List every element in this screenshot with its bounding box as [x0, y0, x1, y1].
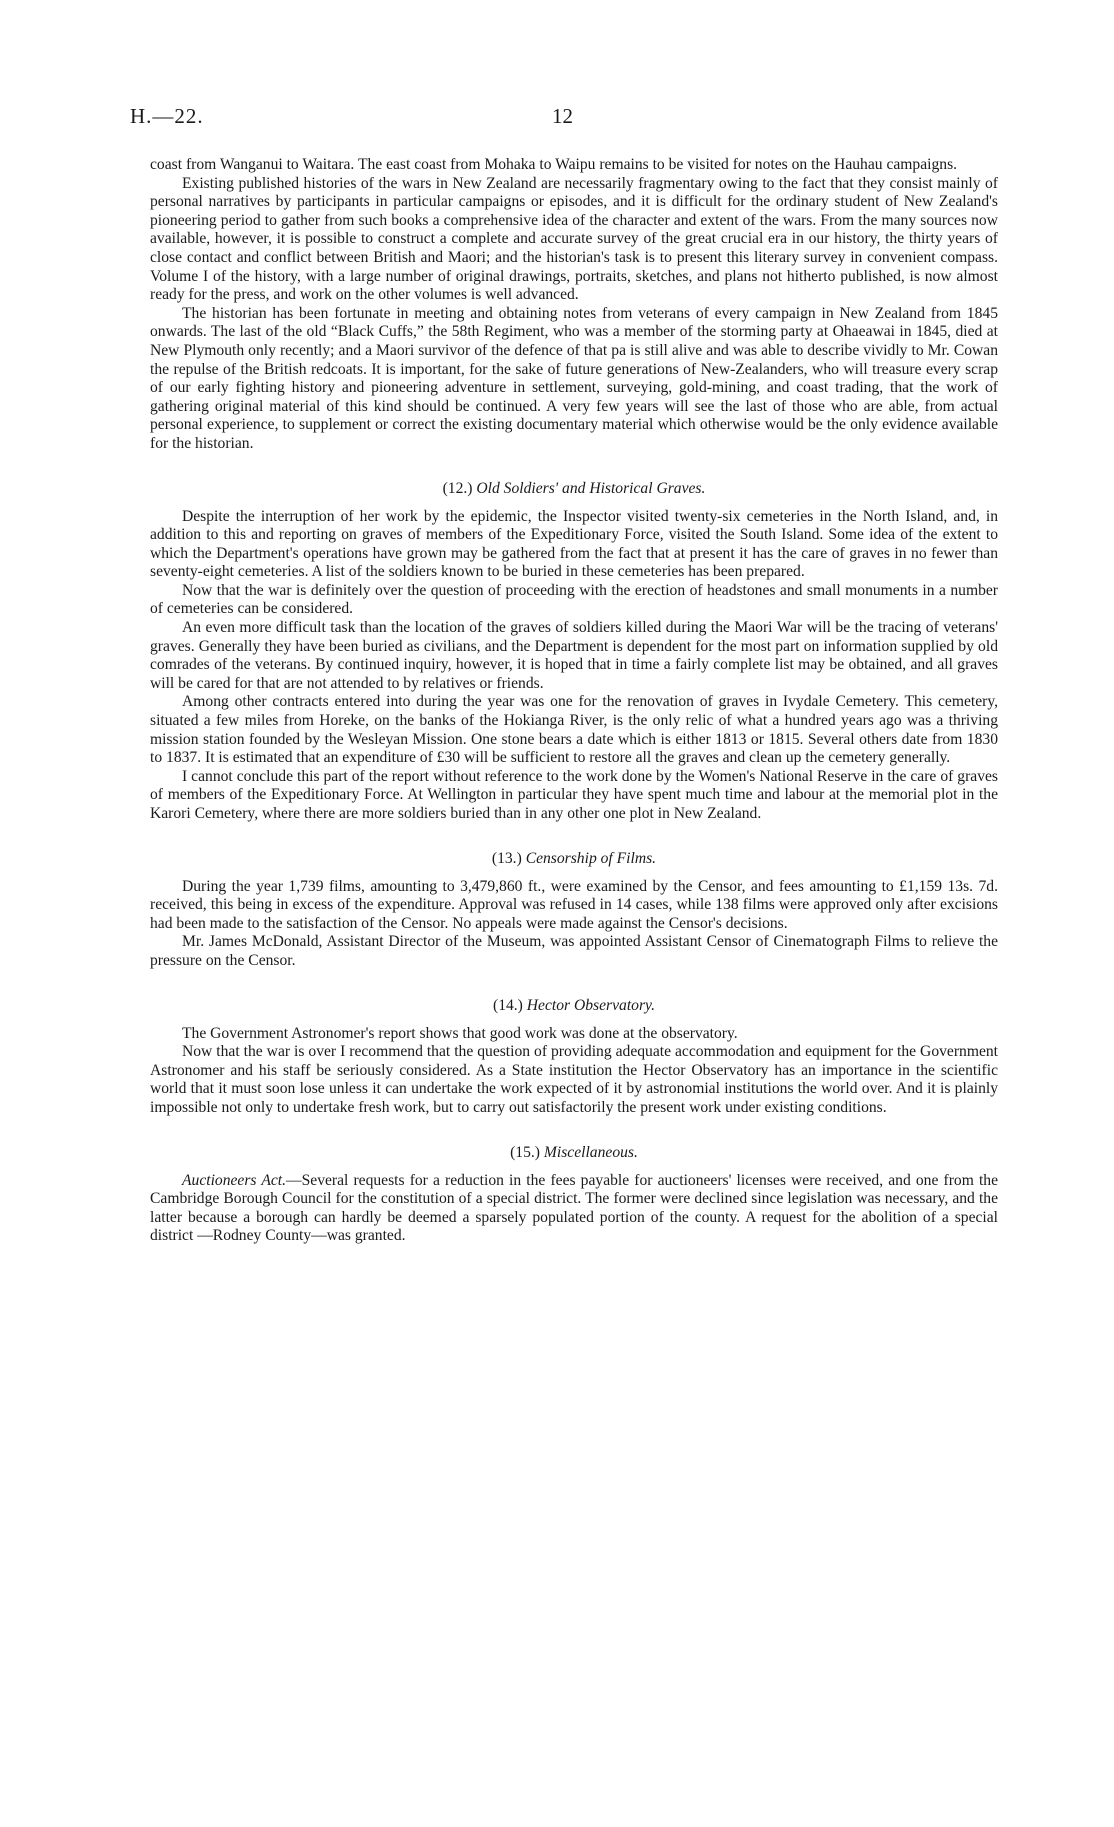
paragraph: I cannot conclude this part of the report without reference to the work done by the Women's National Reserve in the care of graves of members of the Expeditionary Force. At Wellington in particular they have spent much time and labour at the memorial plot in the Karori Cemetery, where there are more soldiers buried than in any other one plot in New Zealand.	[150, 767, 998, 822]
section-heading	[150, 997, 998, 1015]
section-number: (15.)	[510, 1143, 540, 1161]
section-heading	[150, 850, 998, 868]
section-heading	[150, 1144, 998, 1162]
paragraph: Existing published histories of the wars in New Zealand are necessarily fragmentary owing to the fact that they consist mainly of personal narratives by participants in particular campaigns or episodes, and it is difficult for the ordinary student of New Zealand's pioneering period to gather from such books a comprehensive idea of the character and extent of the wars. From the many sources now available, however, it is possible to construct a complete and accurate survey of the great crucial era in our history, the thirty years of close contact and conflict between British and Maori; and the historian's task is to present this literary survey in convenient compass. Volume I of the history, with a large number of original drawings, portraits, sketches, and plans not hitherto published, is now almost ready for the press, and work on the other volumes is well advanced.	[150, 174, 998, 304]
paragraph: The historian has been fortunate in meeting and obtaining notes from veterans of every campaign in New Zealand from 1845 onwards. The last of the old “Black Cuffs,” the 58th Regiment, who was a member of the storming party at Ohaeawai in 1845, died at New Plymouth only recently; and a Maori survivor of the defence of that pa is still alive and was able to describe vividly to Mr. Cowan the repulse of the British redcoats. It is important, for the sake of future generations of New-Zealanders, who will treasure every scrap of our early fighting history and pioneering adventure in settlement, surveying, gold-mining, and coast trading, that the work of gathering original material of this kind should be continued. A very few years will see the last of those who are able, from actual personal experience, to supplement or correct the existing documentary material which otherwise would be the only evidence available for the historian.	[150, 304, 998, 452]
paragraph: Mr. James McDonald, Assistant Director of the Museum, was appointed Assistant Censor of Cinematograph Films to relieve the pressure on the Censor.	[150, 933, 998, 969]
document-code: H.—22.	[130, 104, 204, 128]
paragraph: An even more difficult task than the location of the graves of soldiers killed during the Maori War will be the tracing of veterans' graves. Generally they have been buried as civilians, and the Department is dependent for the most part on information supplied by old comrades of the veterans. By continued inquiry, however, it is hoped that in time a fairly complete list may be obtained, and all graves will be cared for that are not attended to by relatives or friends.	[150, 619, 998, 692]
section-title: Old Soldiers' and Historical Graves.	[476, 479, 706, 497]
page-header	[130, 104, 990, 134]
report-body	[150, 156, 998, 1246]
section-number: (13.)	[491, 849, 522, 867]
paragraph-text: —Several requests for a reduction in the fees payable for auctioneers' licenses were received, and one from the Cambridge Borough Council for the constitution of a special district. The former were declined since legislation was necessary, and the latter because a borough can hardly be deemed a sparsely populated portion of the county. A request for the abolition of a special district —Rodney County—was granted.	[150, 1171, 998, 1245]
section-title: Hector Observatory.	[526, 996, 655, 1014]
page-number: 12	[552, 104, 573, 128]
section-number: (12.)	[442, 479, 473, 497]
section-heading	[150, 480, 998, 498]
paragraph: Among other contracts entered into during the year was one for the renovation of graves in Ivydale Cemetery. This cemetery, situated a few miles from Horeke, on the banks of the Hokianga River, is the only relic of what a hundred years ago was a thriving mission station founded by the Wesleyan Mission. One stone bears a date which is either 1813 or 1815. Several others date from 1830 to 1837. It is estimated that an expenditure of £30 will be sufficient to restore all the graves and clean up the cemetery generally.	[150, 693, 998, 767]
paragraph: Despite the interruption of her work by the epidemic, the Inspector visited twenty-six cemeteries in the North Island, and, in addition to this and reporting on graves of members of the Expeditionary Force, visited the South Island. Some idea of the extent to which the Department's operations have grown may be gathered from the fact that at present it has the care of graves in no fewer than seventy-eight cemeteries. A list of the soldiers known to be buried in these cemeteries has been prepared.	[150, 507, 998, 581]
paragraph: Now that the war is over I recommend that the question of providing adequate accommodation and equipment for the Government Astronomer and his staff be seriously considered. As a State institution the Hector Observatory has an importance in the scientific world that it must soon lose unless it can undertake the work expected of it by astronomial institutions the world over. And it is plainly impossible not only to undertake fresh work, but to carry out satisfactorily the present work under existing conditions.	[150, 1043, 998, 1116]
paragraph	[150, 1172, 998, 1246]
paragraph: Now that the war is definitely over the question of proceeding with the erection of headstones and small monuments in a number of cemeteries can be considered.	[150, 581, 998, 618]
section-title: Censorship of Films.	[525, 849, 657, 867]
paragraph: coast from Wanganui to Waitara. The east coast from Mohaka to Waipu remains to be visited for notes on the Hauhau campaigns.	[150, 156, 958, 173]
paragraph: During the year 1,739 films, amounting to 3,479,860 ft., were examined by the Censor, and fees amounting to £1,159 13s. 7d. received, this being in excess of the expenditure. Approval was refused in 14 cases, while 138 films were approved only after excisions had been made to the satisfaction of the Censor. No appeals were made against the Censor's decisions.	[150, 877, 998, 932]
paragraph-lead: Auctioneers Act.	[182, 1171, 286, 1189]
section-title: Miscellaneous.	[543, 1143, 638, 1161]
paragraph: The Government Astronomer's report shows that good work was done at the observatory.	[182, 1024, 738, 1042]
section-number: (14.)	[493, 996, 523, 1014]
